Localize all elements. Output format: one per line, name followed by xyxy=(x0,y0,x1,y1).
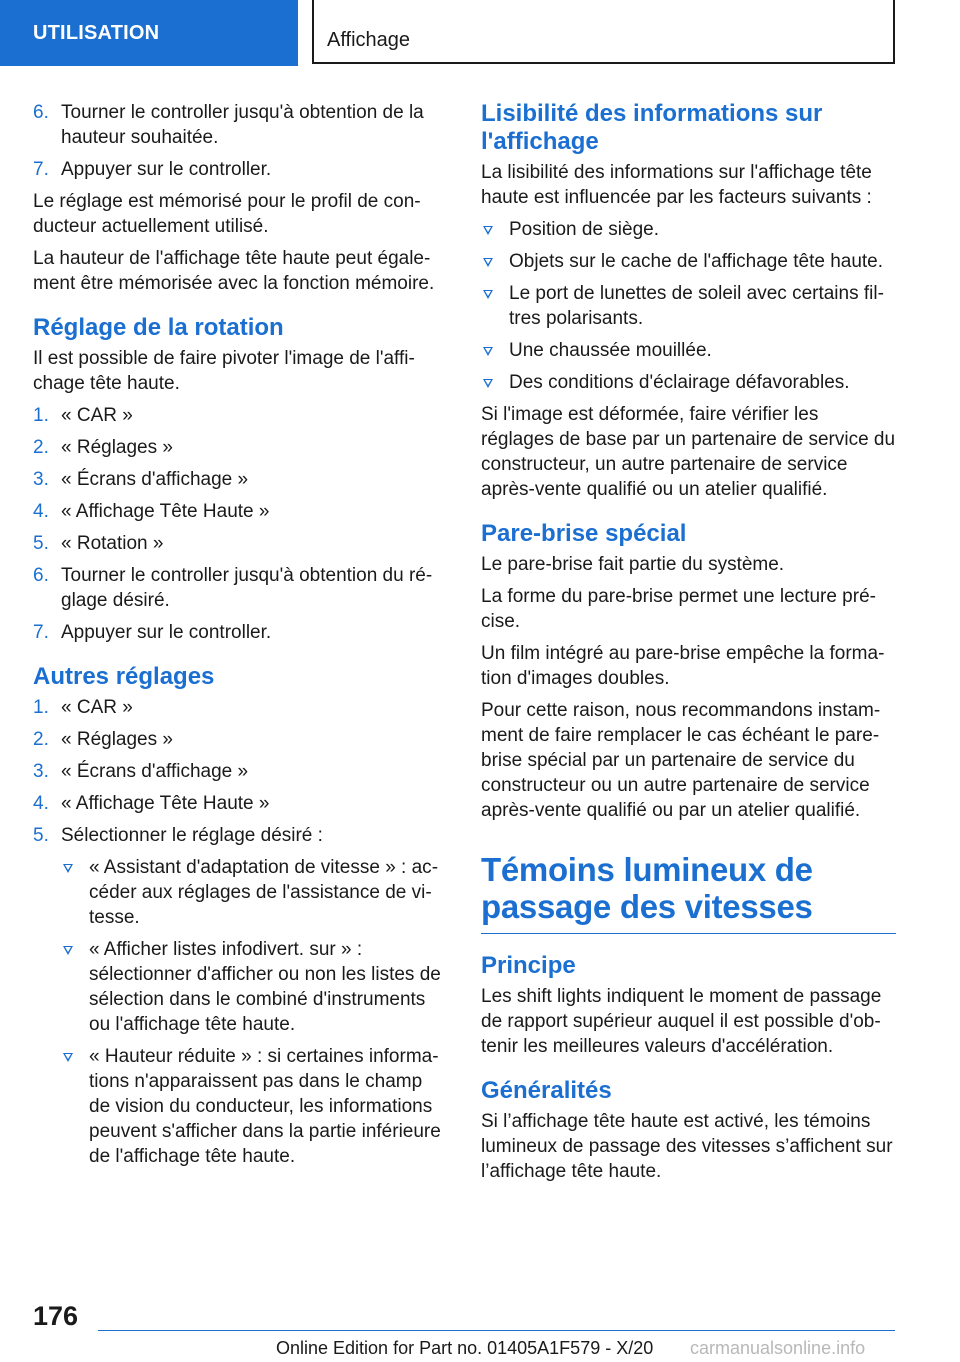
right-column xyxy=(481,100,896,1191)
triangle-bullet-icon xyxy=(483,347,493,356)
paragraph: Il est possible de faire pivoter l'image de l'affichage tête haute. xyxy=(33,348,415,394)
step-number: 5. xyxy=(33,533,49,554)
step-text: Appuyer sur le controller. xyxy=(61,159,272,180)
bullet-text: « Assistant d'adaptation de vitesse » : accéder aux réglages de l'assistance de vitesse. xyxy=(89,857,439,928)
chapter-title: Affichage xyxy=(312,0,895,64)
page-number: 176 xyxy=(33,1301,79,1331)
list-item xyxy=(33,727,448,752)
edition-text: Online Edition for Part no. 01405A1F579 - X/20 xyxy=(276,1338,654,1358)
watermark-text: carmanualsonline.info xyxy=(690,1338,866,1358)
list-item xyxy=(33,791,448,816)
sub-list-item xyxy=(61,855,448,930)
heading-rotation: Réglage de la rotation xyxy=(33,314,284,341)
triangle-bullet-icon xyxy=(483,379,493,388)
triangle-bullet-icon xyxy=(63,946,73,955)
triangle-bullet-icon xyxy=(63,1053,73,1062)
triangle-bullet-icon xyxy=(483,258,493,267)
sub-list-item xyxy=(61,1044,448,1169)
heading-pare-brise: Pare-brise spécial xyxy=(481,520,687,547)
list-item xyxy=(481,281,896,331)
section-title: UTILISATION xyxy=(0,0,298,66)
list-item xyxy=(481,217,896,242)
list-item xyxy=(33,499,448,524)
step-text: « Écrans d'affichage » xyxy=(61,469,249,490)
bullet-text: Des conditions d'éclairage défavorables. xyxy=(509,372,850,393)
paragraph: La lisibilité des informations sur l'affichage tête haute est influencée par les facteurs suivants : xyxy=(481,162,872,208)
paragraph: Si l'image est déformée, faire vérifier les réglages de base par un partenaire de service du constructeur, un autre partenaire de service après-vente qualifié ou un atelier qualifié. xyxy=(481,404,896,500)
paragraph: Les shift lights indiquent le moment de passage de rapport supérieur auquel il est possible d'obtenir les meilleures valeurs d'accélération. xyxy=(481,986,882,1057)
paragraph: La forme du pare-brise permet une lecture précise. xyxy=(481,586,876,632)
step-number: 1. xyxy=(33,405,49,426)
list-item xyxy=(481,249,896,274)
list-item xyxy=(33,435,448,460)
heading-rule xyxy=(481,933,896,934)
step-text: « Réglages » xyxy=(61,437,173,458)
list-item xyxy=(481,370,896,395)
page-header xyxy=(0,0,960,66)
triangle-bullet-icon xyxy=(483,290,493,299)
list-item xyxy=(33,157,448,182)
step-number: 4. xyxy=(33,793,49,814)
left-column xyxy=(33,100,448,1176)
sub-list-item xyxy=(61,937,448,1037)
step-number: 4. xyxy=(33,501,49,522)
step-text: Tourner le controller jusqu'à obtention de la hauteur souhaitée. xyxy=(61,102,424,148)
triangle-bullet-icon xyxy=(63,864,73,873)
step-number: 6. xyxy=(33,565,49,586)
heading-generalites: Généralités xyxy=(481,1077,612,1104)
step-number: 1. xyxy=(33,697,49,718)
list-item xyxy=(33,620,448,645)
step-number: 5. xyxy=(33,825,49,846)
step-number: 7. xyxy=(33,622,49,643)
paragraph: Le réglage est mémorisé pour le profil de conducteur actuellement utilisé. xyxy=(33,191,421,237)
bullet-text: « Afficher listes infodivert. sur » : sélectionner d'afficher ou non les listes de sélection dans le combiné d'instruments ou l'affichage tête haute. xyxy=(89,939,441,1035)
paragraph: Si l’affichage tête haute est activé, les témoins lumineux de passage des vitesses s’affichent sur l’affichage tête haute. xyxy=(481,1111,893,1182)
step-text: « CAR » xyxy=(61,697,133,718)
bullet-text: Le port de lunettes de soleil avec certains filtres polarisants. xyxy=(509,283,884,329)
paragraph: La hauteur de l'affichage tête haute peut également être mémorisée avec la fonction mémoire. xyxy=(33,248,435,294)
list-item xyxy=(33,100,448,150)
step-text: Sélectionner le réglage désiré : xyxy=(61,825,323,846)
list-item xyxy=(33,467,448,492)
step-text: Tourner le controller jusqu'à obtention du réglage désiré. xyxy=(61,565,433,611)
triangle-bullet-icon xyxy=(483,226,493,235)
step-number: 3. xyxy=(33,761,49,782)
list-item xyxy=(33,531,448,556)
paragraph: Pour cette raison, nous recommandons instamment de faire remplacer le cas échéant le pare-brise spécial par un partenaire de service du constructeur ou un autre partenaire de service après-vente qualifié ou par un atelier qualifié. xyxy=(481,700,881,821)
bullet-text: Objets sur le cache de l'affichage tête haute. xyxy=(509,251,884,272)
step-number: 2. xyxy=(33,729,49,750)
bullet-text: Position de siège. xyxy=(509,219,659,240)
step-text: « Rotation » xyxy=(61,533,164,554)
heading-temoins-lumineux: Témoins lumineux de passage des vitesses xyxy=(481,851,813,925)
paragraph: Le pare-brise fait partie du système. xyxy=(481,554,785,575)
paragraph: Un film intégré au pare-brise empêche la formation d'images doubles. xyxy=(481,643,885,689)
list-item xyxy=(33,403,448,428)
step-text: « Réglages » xyxy=(61,729,173,750)
list-item xyxy=(33,695,448,720)
step-text: « Affichage Tête Haute » xyxy=(61,793,270,814)
heading-lisibilite: Lisibilité des informations sur l'affichage xyxy=(481,100,823,155)
bullet-text: Une chaussée mouillée. xyxy=(509,340,712,361)
step-number: 2. xyxy=(33,437,49,458)
step-text: « CAR » xyxy=(61,405,133,426)
list-item xyxy=(481,338,896,363)
step-text: « Écrans d'affichage » xyxy=(61,761,249,782)
step-text: Appuyer sur le controller. xyxy=(61,622,272,643)
list-item xyxy=(33,563,448,613)
step-number: 3. xyxy=(33,469,49,490)
bullet-text: « Hauteur réduite » : si certaines informations n'apparaissent pas dans le champ de vision du conducteur, les informations peuvent s'afficher dans la partie inférieure de l'affichage tête haute. xyxy=(89,1046,441,1167)
step-text: « Affichage Tête Haute » xyxy=(61,501,270,522)
list-item xyxy=(33,823,448,848)
heading-principe: Principe xyxy=(481,952,576,979)
step-number: 6. xyxy=(33,102,49,123)
step-number: 7. xyxy=(33,159,49,180)
footer-rule xyxy=(98,1330,895,1331)
list-item xyxy=(33,759,448,784)
heading-autres-reglages: Autres réglages xyxy=(33,663,215,690)
